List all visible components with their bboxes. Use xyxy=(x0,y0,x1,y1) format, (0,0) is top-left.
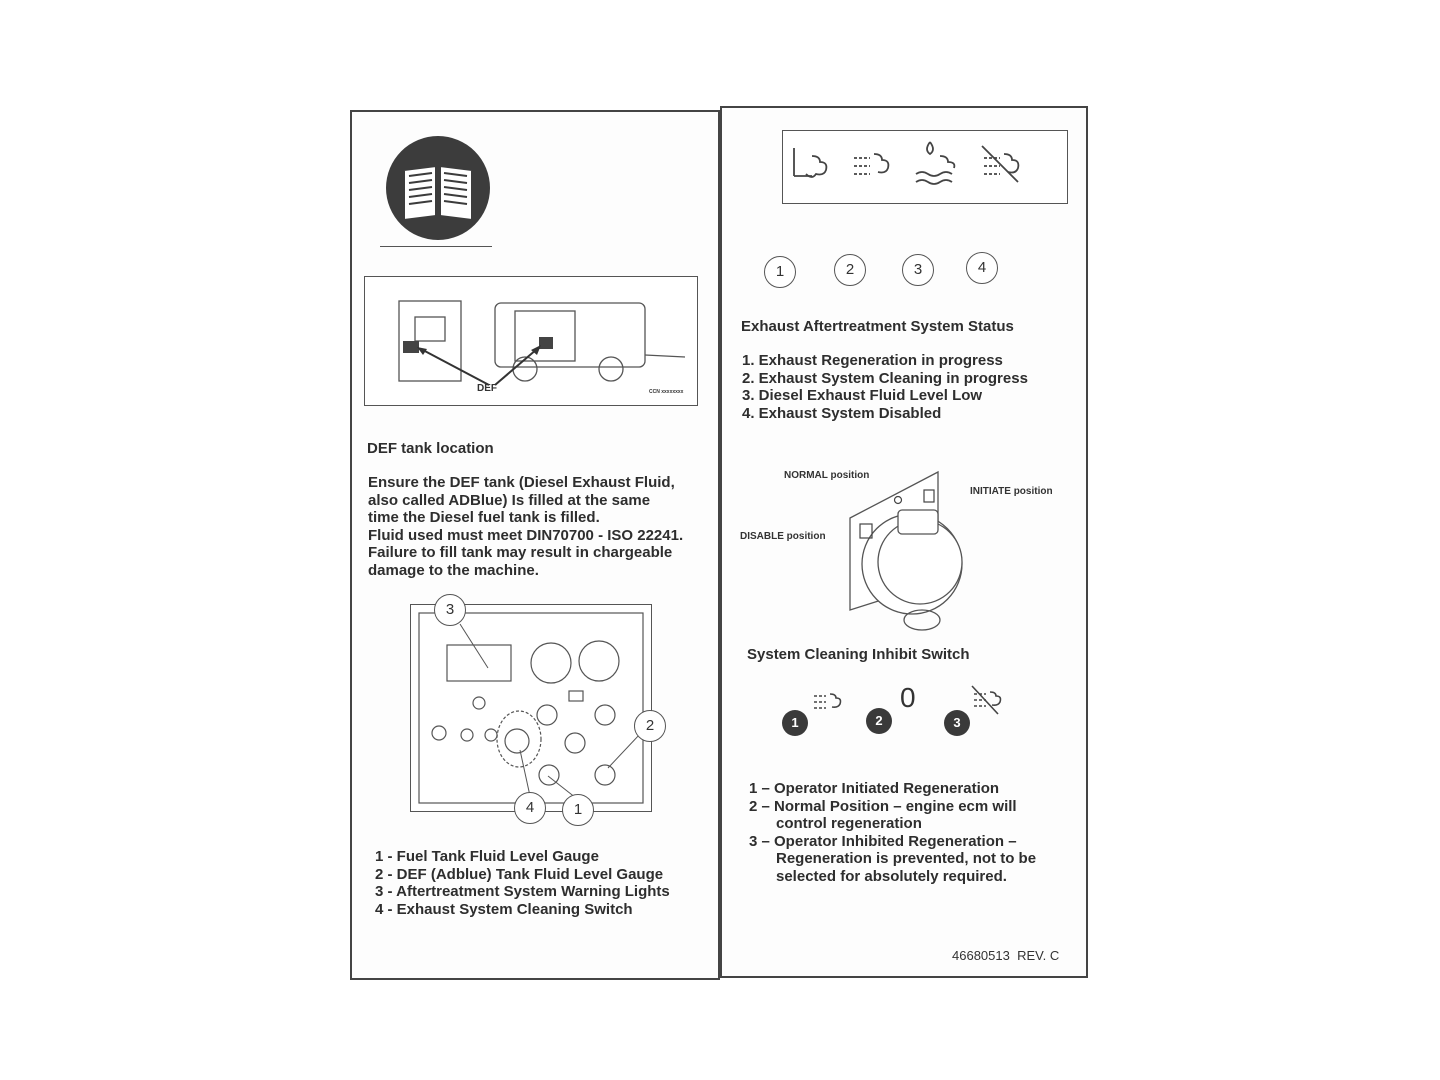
callout-1: 1 xyxy=(562,794,594,826)
callout-2: 2 xyxy=(634,710,666,742)
disable-position-label: DISABLE position xyxy=(740,531,826,542)
icon-callout-2: 2 xyxy=(834,254,866,286)
callout-3: 3 xyxy=(434,594,466,626)
part-number: 46680513 REV. C xyxy=(952,948,1060,963)
initiate-position-label: INITIATE position xyxy=(970,486,1053,497)
switch-heading: System Cleaning Inhibit Switch xyxy=(747,646,970,663)
normal-position-label: NORMAL position xyxy=(784,470,870,481)
disabled-small-icon xyxy=(970,684,1006,716)
def-paragraph: Ensure the DEF tank (Diesel Exhaust Fluid, also called ADBlue) Is filled at the same time the Diesel fuel tank is filled. Fluid used must meet DIN70700 - ISO 22241. Failure to fill tank may result in chargeable damage to the machine. xyxy=(368,474,684,579)
panel-legend: 1 - Fuel Tank Fluid Level Gauge 2 - DEF (Adblue) Tank Fluid Level Gauge 3 - Aftertreatment System Warning Lights 4 - Exhaust System Cleaning Switch xyxy=(375,848,670,918)
ccn-label: CCN xxxxxxxx xyxy=(649,389,684,395)
switch-position-3: 3 xyxy=(944,710,970,736)
switch-position-2: 2 xyxy=(866,708,892,734)
system-disabled-icon xyxy=(978,142,1026,186)
callout-4: 4 xyxy=(514,792,546,824)
switch-zero-label: 0 xyxy=(900,682,916,713)
status-heading: Exhaust Aftertreatment System Status xyxy=(741,318,1014,335)
regeneration-icon xyxy=(786,142,830,186)
def-heading: DEF tank location xyxy=(367,440,494,457)
system-cleaning-icon xyxy=(850,144,894,184)
status-list: 1. Exhaust Regeneration in progress 2. Exhaust System Cleaning in progress 3. Diesel Exhaust Fluid Level Low 4. Exhaust System Disabled xyxy=(742,352,1028,422)
icon-callout-3: 3 xyxy=(902,254,934,286)
def-level-low-icon xyxy=(912,138,962,188)
switch-position-1: 1 xyxy=(782,710,808,736)
icon-callout-4: 4 xyxy=(966,252,998,284)
regeneration-small-icon xyxy=(812,688,848,716)
switch-legend: 1 – Operator Initiated Regeneration 2 – Normal Position – engine ecm will control regeneration 3 – Operator Inhibited Regeneration – Regeneration is prevented, not to be selected for absolutely required. xyxy=(749,780,1037,885)
def-label: DEF xyxy=(477,383,497,394)
inhibit-switch-diagram xyxy=(850,470,970,636)
icon-callout-1: 1 xyxy=(764,256,796,288)
